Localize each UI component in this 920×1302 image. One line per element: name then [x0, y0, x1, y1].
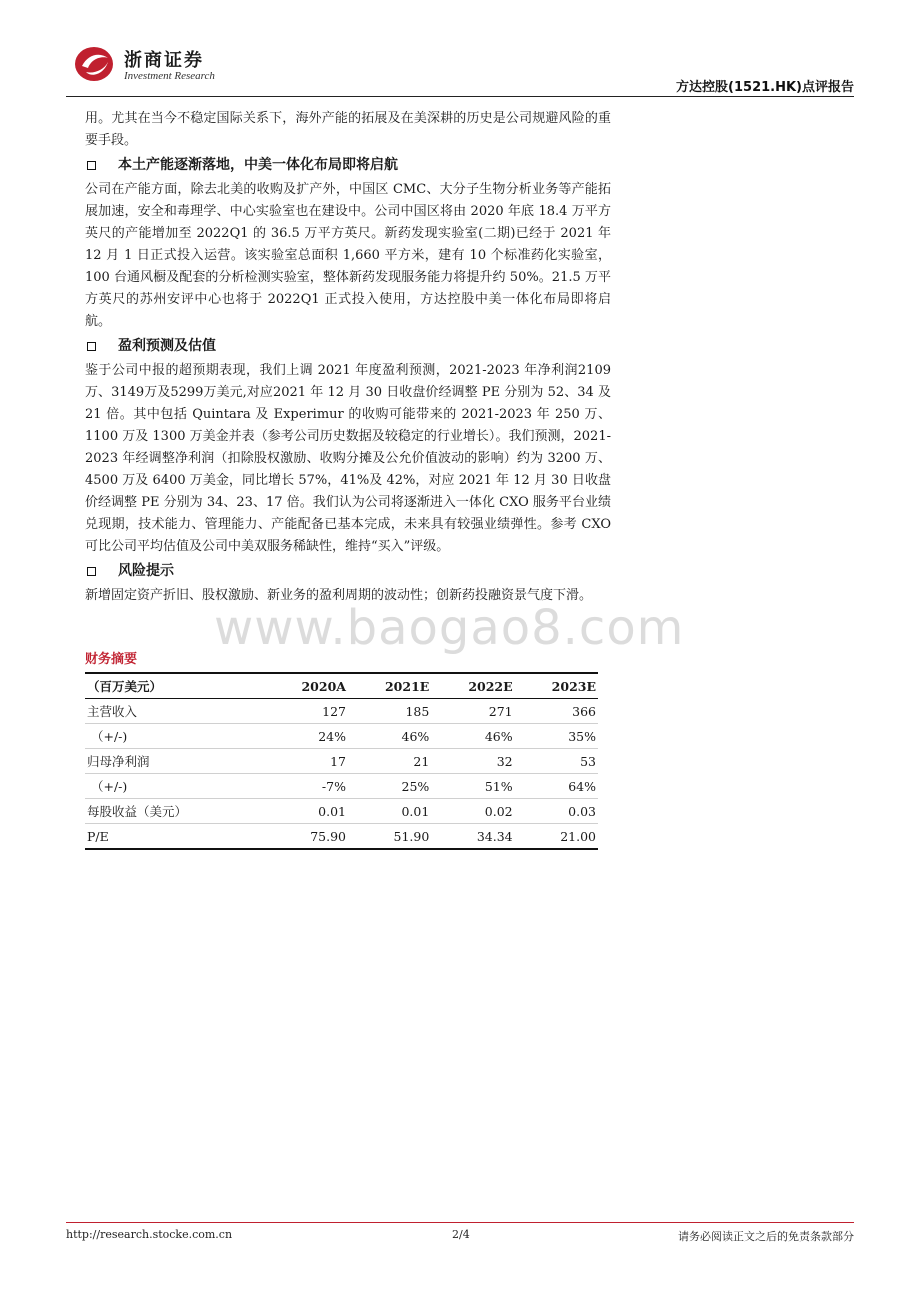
table-cell: 46%	[431, 724, 514, 749]
table-cell: 127	[264, 699, 348, 724]
table-header-row	[85, 673, 598, 699]
table-row	[85, 799, 598, 824]
broker-logo-icon	[74, 44, 118, 84]
table-cell: 21	[348, 749, 431, 774]
row-label: P/E	[85, 824, 264, 850]
table-cell: 271	[431, 699, 514, 724]
row-label: 归母净利润	[85, 749, 264, 774]
section-paragraph: 新增固定资产折旧、股权激励、新业务的盈利周期的波动性；创新药投融资景气度下滑。	[85, 588, 593, 603]
table-row	[85, 774, 598, 799]
table-cell: 64%	[515, 774, 598, 799]
table-row	[85, 749, 598, 774]
column-header: 2021E	[384, 678, 430, 694]
table-cell: 51%	[431, 774, 514, 799]
table-cell: 366	[515, 699, 598, 724]
footer-url-link[interactable]: http://research.stocke.com.cn	[66, 1228, 233, 1241]
row-label: （+/-)	[85, 774, 264, 799]
table-cell: 0.01	[348, 799, 431, 824]
table-cell: 24%	[264, 724, 348, 749]
table-cell: 0.02	[431, 799, 514, 824]
table-cell: 185	[348, 699, 431, 724]
brand-name-cn: 浙商证券	[124, 50, 204, 71]
footer-disclaimer: 请务必阅读正文之后的免责条款部分	[678, 1230, 854, 1243]
watermark: www.baogao8.com	[214, 600, 685, 656]
table-cell: 21.00	[515, 824, 598, 850]
column-header: 2023E	[551, 678, 596, 694]
section-heading-forecast	[85, 335, 611, 357]
section-heading-text: 本土产能逐渐落地，中美一体化布局即将启航	[118, 157, 398, 173]
column-header: （百万美元）	[87, 679, 163, 694]
table-cell: 32	[431, 749, 514, 774]
checkbox-bullet-icon	[87, 342, 96, 351]
table-cell: 51.90	[348, 824, 431, 850]
header-divider	[66, 96, 854, 97]
report-title: 方达控股(1521.HK)点评报告	[676, 80, 854, 95]
page-number: 2/4	[452, 1228, 470, 1241]
financial-summary-table	[85, 672, 598, 850]
table-row	[85, 824, 598, 850]
table-cell: -7%	[264, 774, 348, 799]
section-heading-text: 风险提示	[118, 563, 174, 579]
table-cell: 34.34	[431, 824, 514, 850]
column-header: 2020A	[301, 678, 346, 694]
section-paragraph: 鉴于公司中报的超预期表现，我们上调 2021 年度盈利预测，2021-2023 年净利润2109万、3149万及5299万美元,对应2021 年 12 月 30 日收盘价经调整 PE 分别为 52、34 及 21 倍。其中包括 Quintara 及 Experimur 的收购可能带来的 2021-2023 年 250 万、1100 万及 1300 万美金并表（参考公司历史数据及较稳定的行业增长）。我们预测，2021-2023 年经调整净利润（扣除股权激励、收购分摊及公允价值波动的影响）约为 3200 万、4500 万及 6400 万美金，同比增长 57%，41%及 42%，对应 2021 年 12 月 30 日收盘价经调整 PE 分别为 34、23、17 倍。我们认为公司将逐渐进入一体化 CXO 服务平台业绩兑现期，技术能力、管理能力、产能配备已基本完成，未来具有较强业绩弹性。参考 CXO 可比公司平均估值及公司中美双服务稀缺性，维持“买入”评级。	[85, 363, 611, 554]
table-cell: 53	[515, 749, 598, 774]
table-cell: 0.03	[515, 799, 598, 824]
checkbox-bullet-icon	[87, 567, 96, 576]
column-header: 2022E	[468, 678, 513, 694]
row-label: 每股收益（美元）	[85, 799, 264, 824]
section-heading-capacity	[85, 154, 611, 176]
brand-name-en: Investment Research	[124, 70, 215, 82]
table-row	[85, 699, 598, 724]
footer-divider	[66, 1222, 854, 1223]
row-label: （+/-)	[85, 724, 264, 749]
table-cell: 25%	[348, 774, 431, 799]
section-heading-risk	[85, 560, 611, 582]
table-cell: 35%	[515, 724, 598, 749]
table-cell: 0.01	[264, 799, 348, 824]
table-cell: 75.90	[264, 824, 348, 850]
table-cell: 17	[264, 749, 348, 774]
report-body	[85, 108, 611, 607]
financial-summary-title: 财务摘要	[85, 652, 138, 667]
section-heading-text: 盈利预测及估值	[118, 338, 216, 354]
section-paragraph: 公司在产能方面，除去北美的收购及扩产外，中国区 CMC、大分子生物分析业务等产能拓展加速，安全和毒理学、中心实验室也在建设中。公司中国区将由 2020 年底 18.4 万平方英尺的产能增加至 2022Q1 的 36.5 万平方英尺。新药发现实验室(二期)已经于 2021 年 12 月 1 日正式投入运营。该实验室总面积 1,660 平方米，建有 10 个标准药化实验室，100 台通风橱及配套的分析检测实验室，整体新药发现服务能力将提升约 50%。21.5 万平方英尺的苏州安评中心也将于 2022Q1 正式投入使用，方达控股中美一体化布局即将启航。	[85, 182, 611, 329]
table-cell: 46%	[348, 724, 431, 749]
checkbox-bullet-icon	[87, 161, 96, 170]
table-row	[85, 724, 598, 749]
row-label: 主营收入	[85, 699, 264, 724]
intro-paragraph: 用。尤其在当今不稳定国际关系下，海外产能的拓展及在美深耕的历史是公司规避风险的重要手段。	[85, 111, 611, 148]
